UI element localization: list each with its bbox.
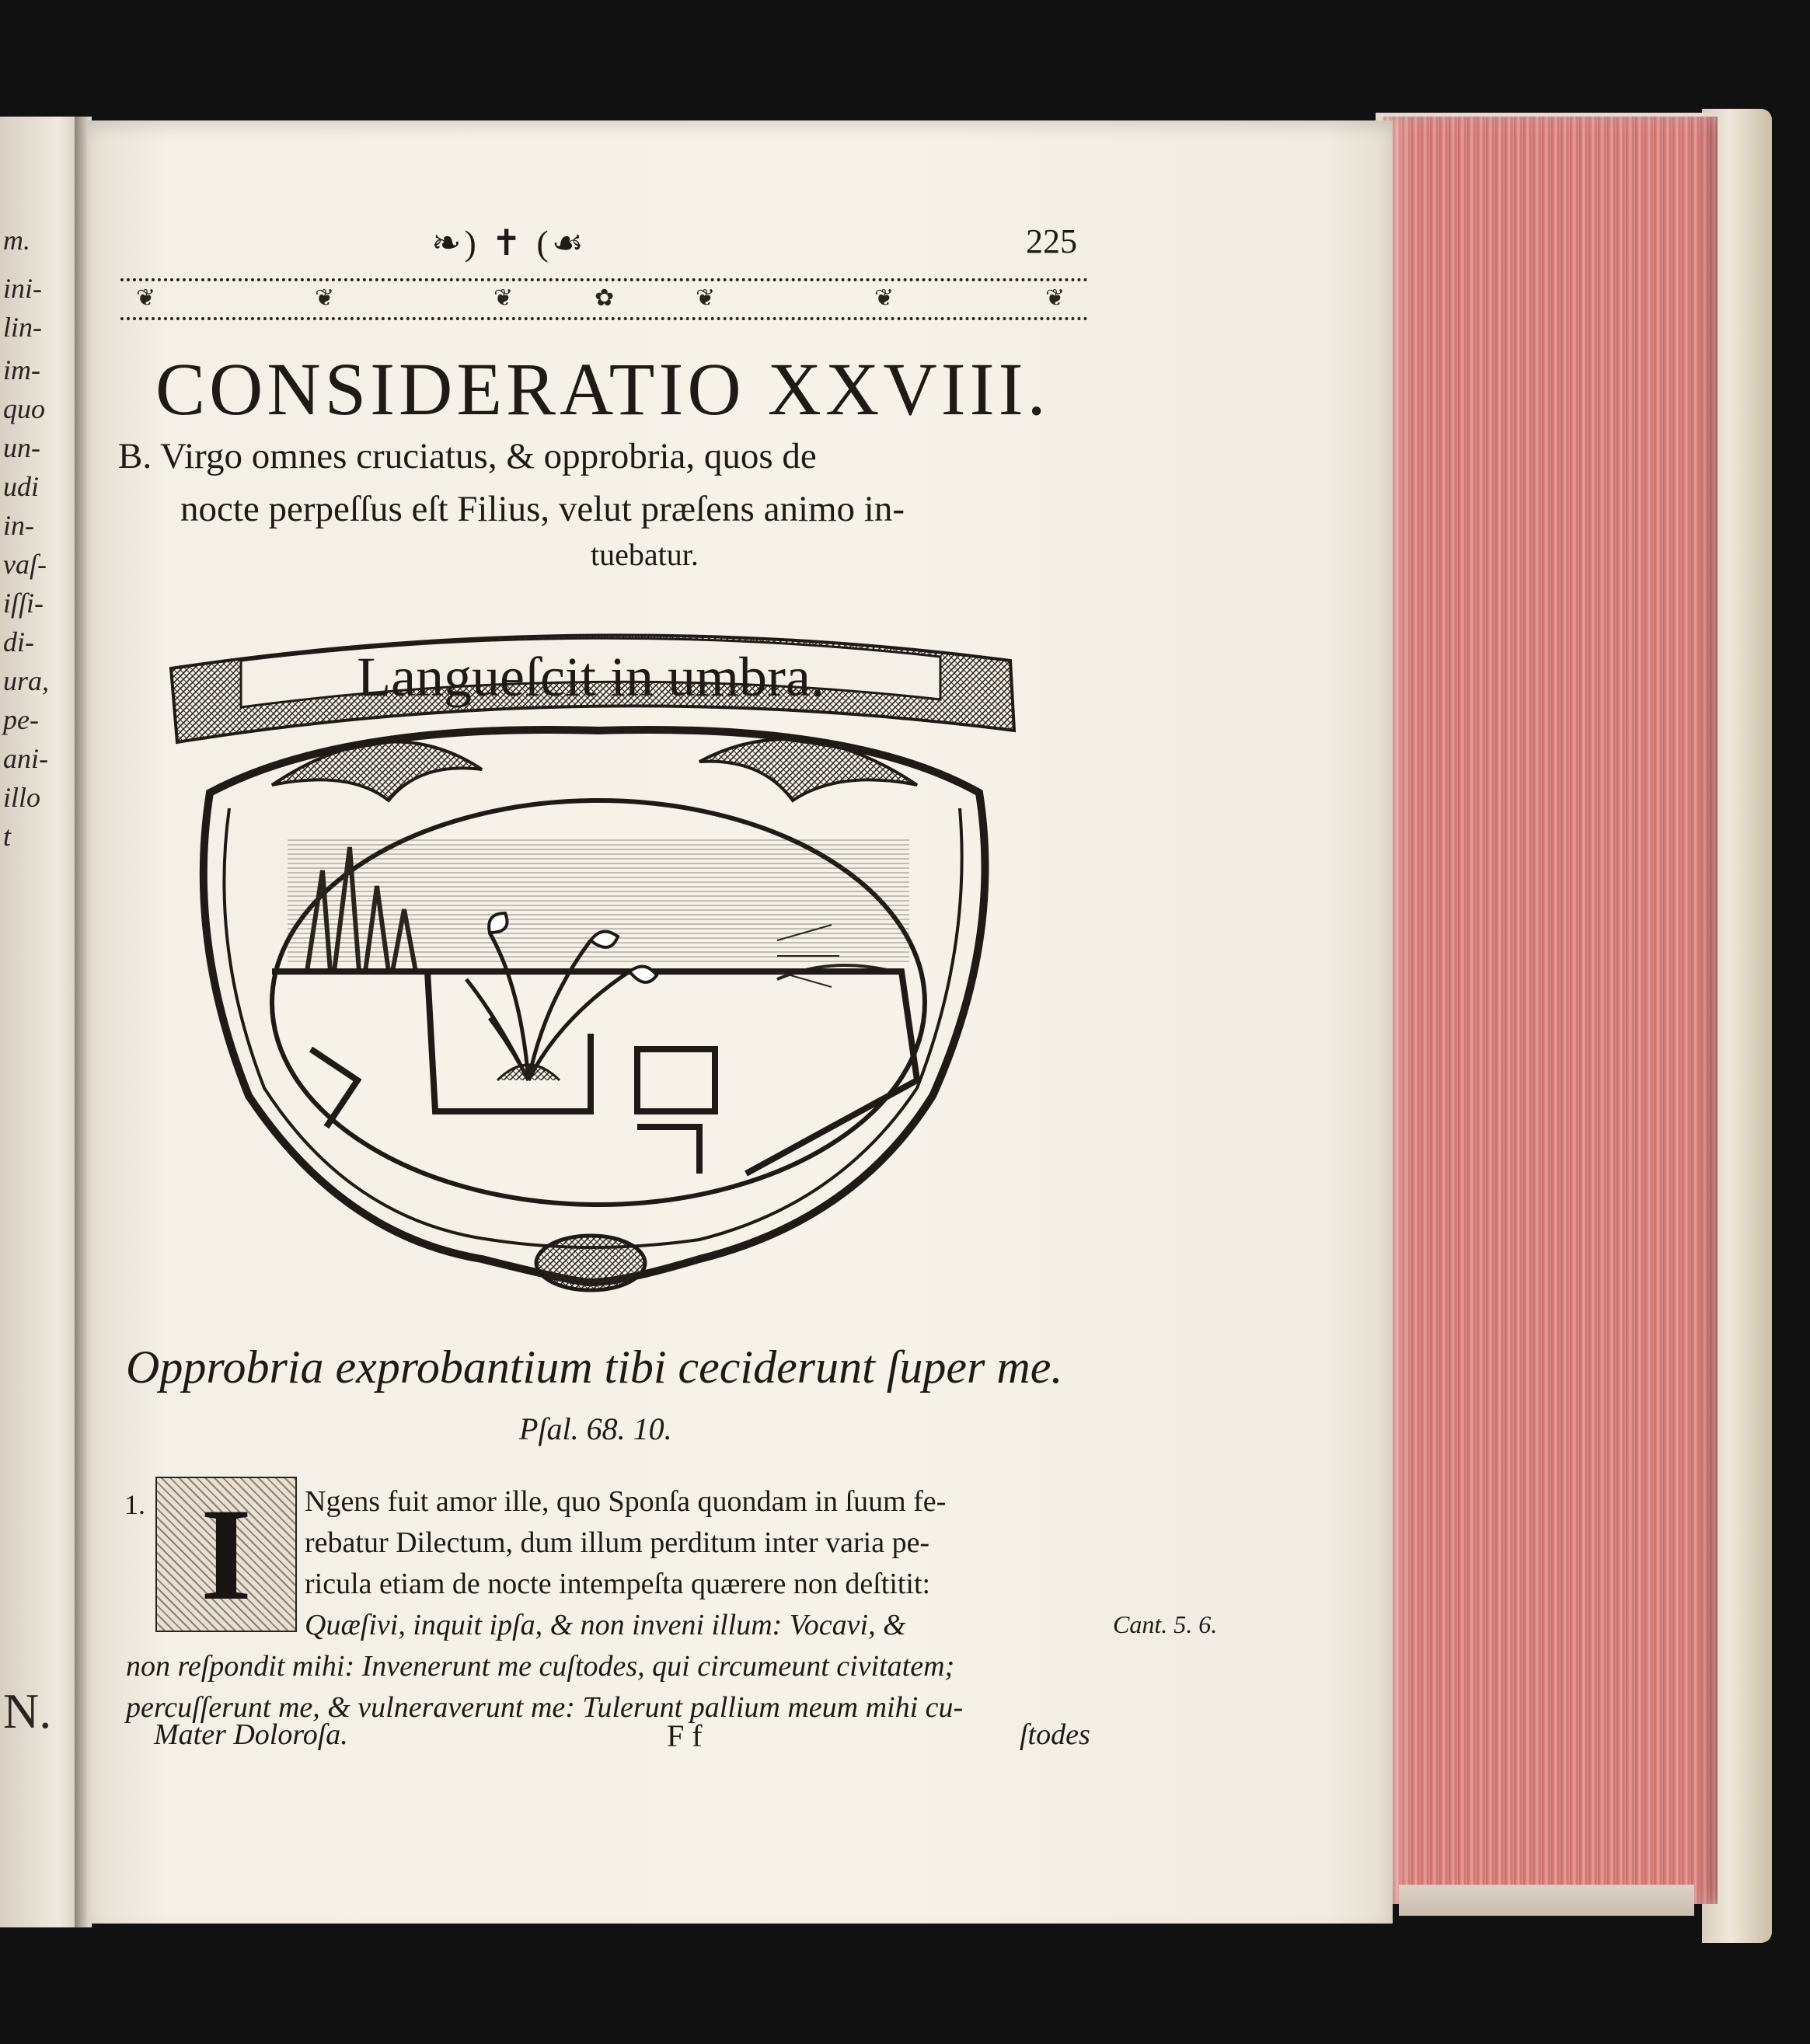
scripture-quote: Opprobria exprobantium tibi ceciderunt ſuper me. [126,1341,1063,1393]
catchword: ſtodes [1020,1718,1090,1751]
left-page-fragment: lin- [3,312,42,343]
left-page-fragment: vaſ- [3,549,47,580]
subtitle-line: B. Virgo omnes cruciatus, & opprobria, quos de [118,436,817,476]
scroll-leaf-left [272,741,482,801]
left-page-fragment: t [3,821,12,852]
margin-note: Cant. 5. 6. [1113,1610,1218,1638]
left-page-fragment: illo [3,782,41,813]
left-page-fragment: un- [3,432,40,463]
fleuron-icon: ❦ [696,285,716,311]
fleuron-icon: ❦ [1045,285,1065,311]
left-page-fragment: ura, [3,665,50,696]
fleuron-icon: ✿ [595,285,615,311]
drop-cap [155,1477,297,1632]
left-page-fragment: im- [3,354,40,385]
left-page-fragment: m. [3,225,30,256]
fleuron-icon: ❦ [874,285,895,311]
left-page-fragment: udi [3,471,40,502]
paragraph-number: 1. [124,1489,145,1520]
signature-mark: F f [667,1718,703,1753]
body-line: rebatur Dilectum, dum illum perditum inter varia pe- [305,1526,930,1559]
body-line: Ngens fuit amor ille, quo Sponſa quondam in ſuum fe- [305,1485,947,1518]
page-block-bottom [1399,1885,1694,1916]
left-page-fragment: ini- [3,273,42,304]
left-page-fragment: di- [3,626,34,657]
subtitle-line: nocte perpeſſus eſt Filius, velut præſens animo in- [180,489,905,529]
footer-title: Mater Doloroſa. [154,1718,348,1751]
emblem-engraving [155,614,1049,1313]
fleuron-icon: ❦ [493,285,514,311]
left-page-fragment: quo [3,393,45,424]
body-line: percuſſerunt me, & vulneraverunt me: Tulerunt pallium meum mihi cu- [126,1691,964,1724]
ornament-band [120,278,1088,320]
red-page-edge [1383,117,1718,1904]
left-page-edge [0,117,84,1927]
left-page-fragment: pe- [3,704,39,735]
left-page-fragment: iſſi- [3,588,44,619]
body-line: non reſpondit mihi: Invenerunt me cuſtodes, qui circumeunt civitatem; [126,1650,955,1683]
running-head-ornament: ❧) ✝ (☙ [431,223,587,263]
fleuron-icon: ❦ [315,285,335,311]
subtitle-line: tuebatur. [591,537,699,572]
left-page-fragment: ani- [3,743,48,774]
emblem-motto: Langueſcit in umbra. [357,646,825,708]
chapter-heading: CONSIDERATIO XXVIII. [155,347,1050,431]
left-page-fragment: in- [3,510,34,541]
drop-cap-letter: I [200,1481,253,1627]
fleuron-icon: ❦ [136,285,156,311]
left-page-fragment: N. [3,1683,52,1739]
body-line: ricula etiam de nocte intempeſta quærere non deſtitit: [305,1568,931,1600]
scroll-leaf-right [699,739,917,801]
body-line: Quæſivi, inquit ipſa, & non inveni illum: Vocavi, & [305,1609,906,1641]
scripture-reference: Pſal. 68. 10. [519,1411,672,1446]
page-number: 225 [1026,222,1077,260]
